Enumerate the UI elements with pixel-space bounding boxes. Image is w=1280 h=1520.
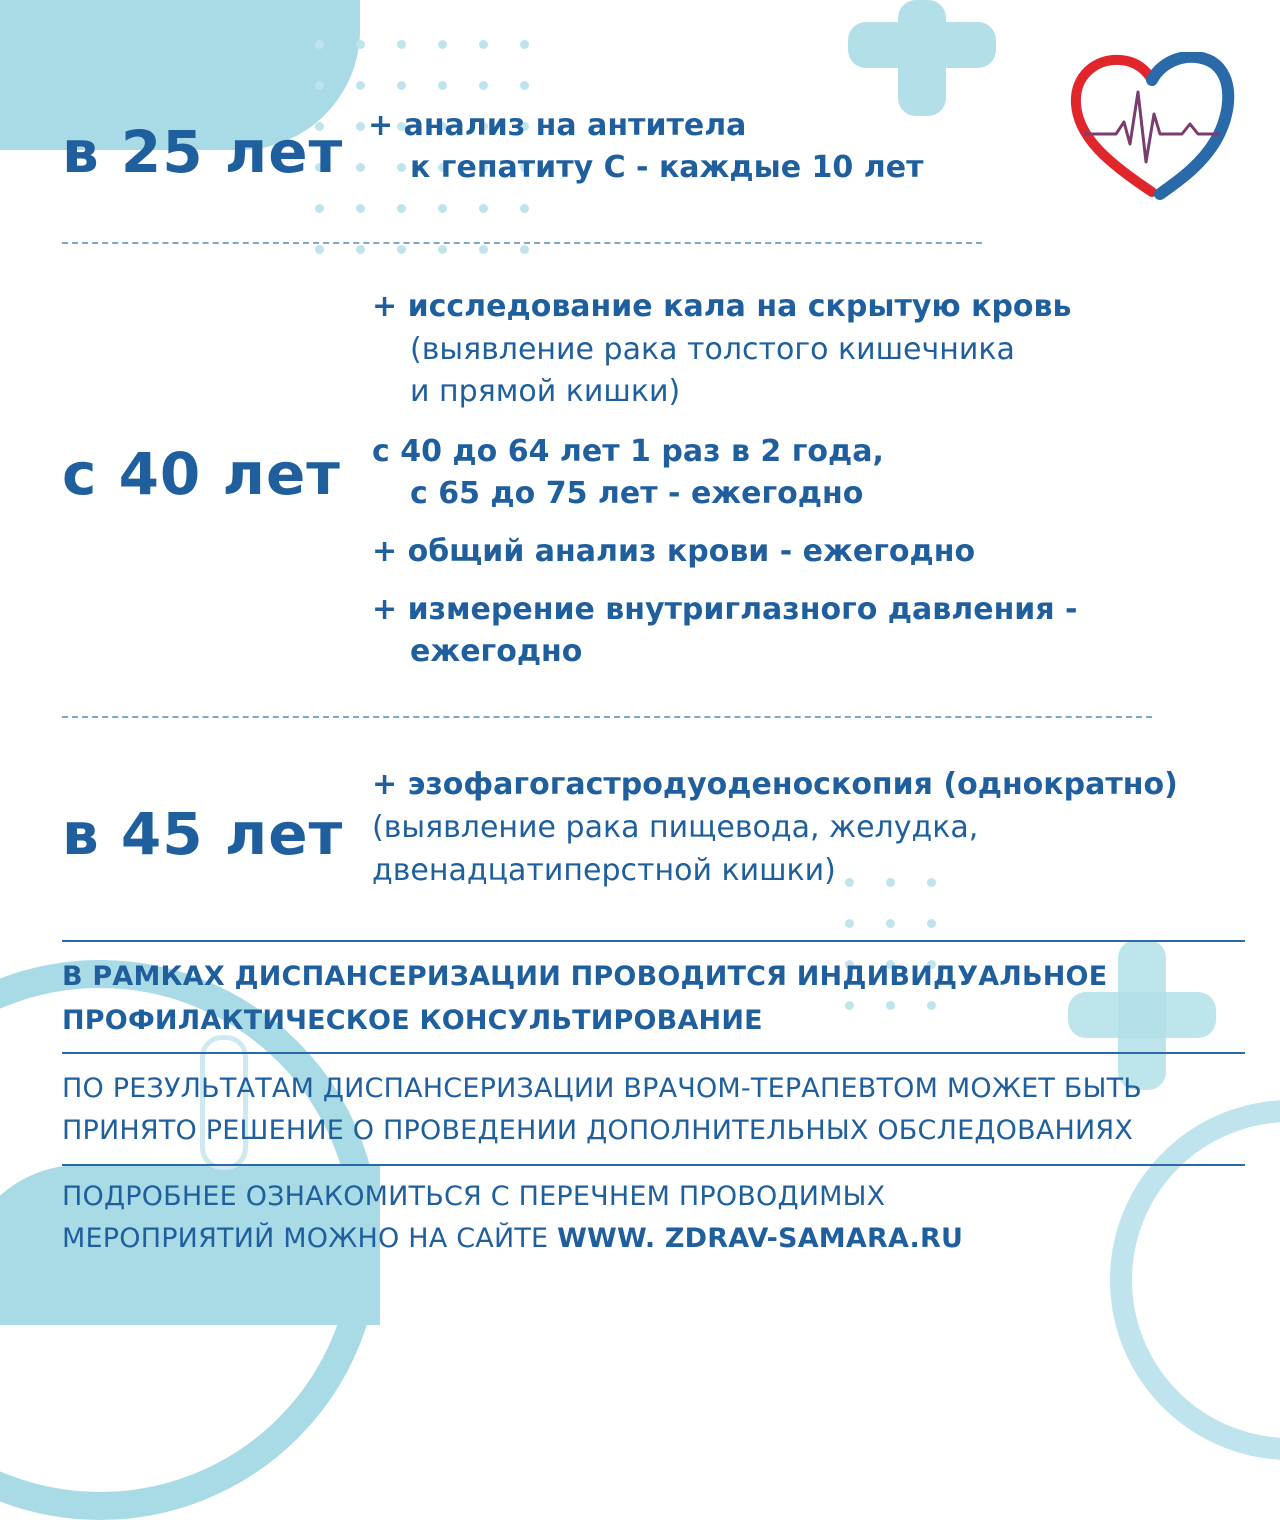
- item-frequency-line2: с 65 до 75 лет - ежегодно: [410, 476, 864, 511]
- divider-solid-3: [62, 1164, 1245, 1166]
- decor-dot: [438, 81, 447, 90]
- decor-dot: [845, 878, 854, 887]
- decor-dot: [479, 204, 488, 213]
- item-stool-test-note2: и прямой кишки): [410, 374, 681, 409]
- decor-cross-top-vertical: [898, 0, 946, 116]
- note-consult-line1: В РАМКАХ ДИСПАНСЕРИЗАЦИИ ПРОВОДИТСЯ ИНДИВИДУАЛЬНОЕ: [62, 961, 1108, 992]
- decor-dot: [520, 81, 529, 90]
- item-eye-pressure-line1: + измерение внутриглазного давления -: [372, 592, 1078, 627]
- decor-dot: [356, 245, 365, 254]
- decor-dot: [397, 40, 406, 49]
- note-more-text: МЕРОПРИЯТИЙ МОЖНО НА САЙТЕ: [62, 1223, 558, 1254]
- item-egds-note1: (выявление рака пищевода, желудка,: [372, 810, 979, 845]
- decor-dot: [886, 878, 895, 887]
- divider-dashed-2: [62, 716, 1152, 718]
- item-eye-pressure-line2: ежегодно: [410, 634, 583, 669]
- heart-cardiogram-icon: [1070, 52, 1235, 200]
- decor-ring-bottom-right: [1110, 1100, 1280, 1460]
- decor-dot: [520, 245, 529, 254]
- decor-dot: [520, 40, 529, 49]
- decor-dot: [845, 919, 854, 928]
- decor-dot: [356, 81, 365, 90]
- divider-dashed-1: [62, 242, 982, 244]
- item-egds-note2: двенадцатиперстной кишки): [372, 853, 836, 888]
- decor-dot: [315, 40, 324, 49]
- decor-dot: [479, 245, 488, 254]
- decor-dot: [438, 245, 447, 254]
- age-heading-25: в 25 лет: [62, 118, 344, 186]
- decor-dot: [397, 163, 406, 172]
- decor-dot: [397, 245, 406, 254]
- decor-dot: [479, 40, 488, 49]
- age-heading-40: с 40 лет: [62, 440, 341, 508]
- decor-dot: [356, 204, 365, 213]
- item-frequency-line1: с 40 до 64 лет 1 раз в 2 года,: [372, 434, 884, 469]
- note-consult-line2: ПРОФИЛАКТИЧЕСКОЕ КОНСУЛЬТИРОВАНИЕ: [62, 1005, 763, 1036]
- note-results-line1: ПО РЕЗУЛЬТАТАМ ДИСПАНСЕРИЗАЦИИ ВРАЧОМ-ТЕРАПЕВТОМ МОЖЕТ БЫТЬ: [62, 1073, 1143, 1104]
- age-heading-45: в 45 лет: [62, 800, 344, 868]
- decor-dot: [927, 919, 936, 928]
- decor-dot: [886, 1001, 895, 1010]
- item-hepatitis-line1: + анализ на антитела: [368, 108, 747, 143]
- decor-dot: [438, 40, 447, 49]
- item-blood-test: + общий анализ крови - ежегодно: [372, 534, 976, 569]
- decor-dot: [356, 40, 365, 49]
- decor-dot: [927, 878, 936, 887]
- website-link[interactable]: WWW. ZDRAV-SAMARA.RU: [557, 1223, 964, 1254]
- decor-dot: [315, 81, 324, 90]
- decor-dot: [397, 81, 406, 90]
- decor-dot: [315, 204, 324, 213]
- decor-dot: [356, 163, 365, 172]
- decor-dot: [397, 204, 406, 213]
- decor-dot: [520, 204, 529, 213]
- decor-dot: [356, 122, 365, 131]
- note-results-line2: ПРИНЯТО РЕШЕНИЕ О ПРОВЕДЕНИИ ДОПОЛНИТЕЛЬНЫХ ОБСЛЕДОВАНИЯХ: [62, 1115, 1134, 1146]
- note-more-line2: [62, 1218, 963, 1259]
- decor-dot: [927, 1001, 936, 1010]
- item-hepatitis-line2: к гепатиту С - каждые 10 лет: [410, 150, 924, 185]
- divider-solid-2: [62, 1052, 1245, 1054]
- decor-dot: [315, 245, 324, 254]
- divider-solid-1: [62, 940, 1245, 942]
- item-stool-test: + исследование кала на скрытую кровь: [372, 289, 1072, 324]
- item-stool-test-note1: (выявление рака толстого кишечника: [410, 332, 1015, 367]
- note-more-line1: ПОДРОБНЕЕ ОЗНАКОМИТЬСЯ С ПЕРЕЧНЕМ ПРОВОДИМЫХ: [62, 1181, 886, 1212]
- item-egds: + эзофагогастродуоденоскопия (однократно): [372, 767, 1178, 802]
- decor-dot: [845, 1001, 854, 1010]
- decor-dot: [479, 81, 488, 90]
- decor-dot: [886, 919, 895, 928]
- decor-dot: [438, 204, 447, 213]
